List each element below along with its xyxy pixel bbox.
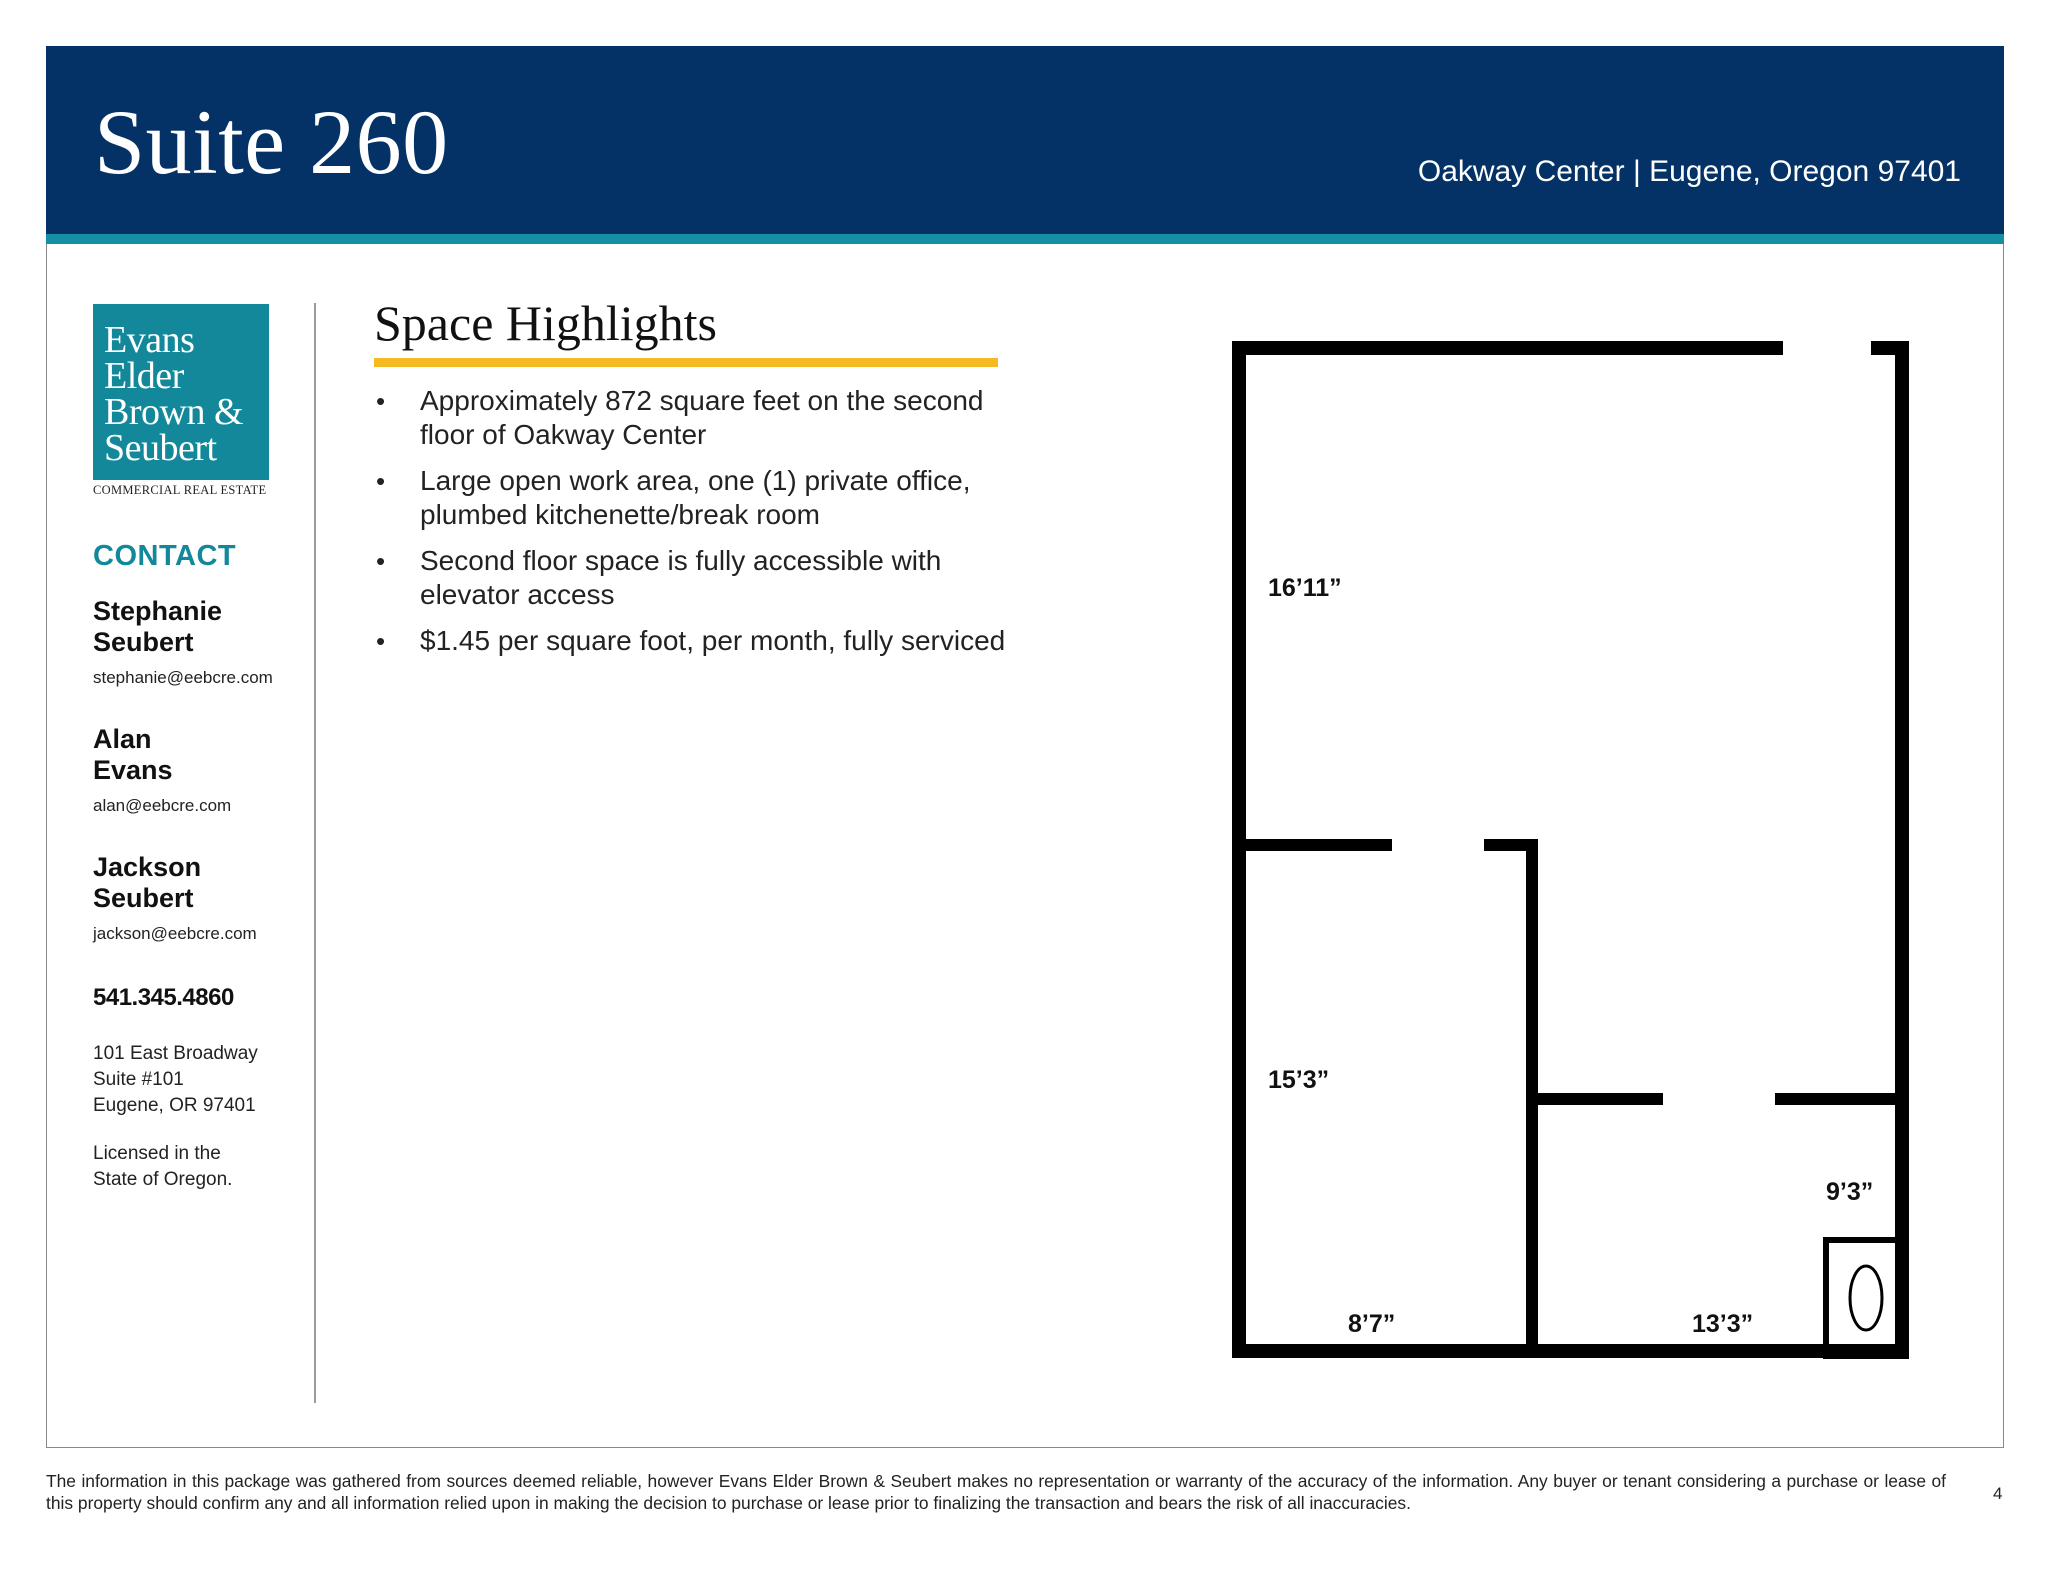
wall-bottom: [1232, 1344, 1909, 1358]
logo-tagline: COMMERCIAL REAL ESTATE: [93, 483, 267, 497]
logo-line: Brown &: [104, 391, 243, 433]
logo-line: Seubert: [104, 427, 217, 469]
wall-right: [1895, 341, 1909, 1358]
bullet-icon: •: [376, 626, 386, 656]
highlight-text: Large open work area, one (1) private office, plumbed kitchenette/break room: [420, 465, 971, 530]
license-line: Licensed in the: [93, 1143, 221, 1164]
contact-email-link[interactable]: jackson@eebcre.com: [93, 924, 257, 943]
page-number: 4: [1993, 1484, 2003, 1503]
logo-line: Elder: [104, 355, 184, 397]
address-line: 101 East Broadway: [93, 1043, 258, 1064]
address-line: Eugene, OR 97401: [93, 1095, 256, 1116]
contact-first-name: Jackson: [93, 852, 202, 882]
bullet-icon: •: [376, 466, 386, 496]
wall-top-left: [1232, 341, 1783, 355]
wall-kitchen-top-left: [1532, 1093, 1663, 1105]
contact-first-name: Alan: [93, 724, 152, 754]
bullet-icon: •: [376, 386, 386, 416]
wall-office-top-left: [1232, 839, 1392, 851]
license-line: State of Oregon.: [93, 1169, 233, 1190]
page-title: Suite 260: [94, 91, 449, 193]
dimension-label: 13’3”: [1692, 1310, 1754, 1338]
contact-phone[interactable]: 541.345.4860: [93, 984, 234, 1011]
logo-line: Evans: [104, 319, 195, 361]
dimension-label: 16’11”: [1268, 574, 1342, 602]
contact-last-name: Seubert: [93, 627, 194, 657]
wall-kitchen-top-right: [1775, 1093, 1905, 1105]
disclaimer: The information in this package was gathered from sources deemed reliable, however Evans Elder Brown & Seubert makes no representation or warranty of the accuracy of the information. Any buyer or tenant considering a purchase or lease of this property should confirm any and all information relied upon in making the decision to purchase or lease prior to finalizing the transaction and bears the risk of all inaccuracies.: [46, 1471, 1946, 1513]
highlight-text: Approximately 872 square feet on the second floor of Oakway Center: [420, 385, 984, 450]
contact-email-link[interactable]: stephanie@eebcre.com: [93, 668, 273, 687]
highlight-text: Second floor space is fully accessible with elevator access: [420, 545, 942, 610]
section-title: Space Highlights: [374, 295, 718, 351]
bullet-icon: •: [376, 546, 386, 576]
dimension-label: 15’3”: [1268, 1066, 1330, 1094]
contact-email-link[interactable]: alan@eebcre.com: [93, 796, 232, 815]
address-line: Suite #101: [93, 1069, 184, 1090]
highlight-text: $1.45 per square foot, per month, fully serviced: [420, 625, 1006, 656]
property-location: Oakway Center | Eugene, Oregon 97401: [1417, 155, 1961, 188]
sink-icon: [1826, 1240, 1906, 1356]
sink-basin-icon: [1850, 1266, 1882, 1330]
dimension-label: 9’3”: [1826, 1178, 1874, 1206]
dimension-label: 8’7”: [1348, 1310, 1396, 1338]
contact-heading: CONTACT: [93, 540, 237, 572]
contact-first-name: Stephanie: [93, 596, 223, 626]
contact-last-name: Seubert: [93, 883, 194, 913]
contact-last-name: Evans: [93, 755, 173, 785]
